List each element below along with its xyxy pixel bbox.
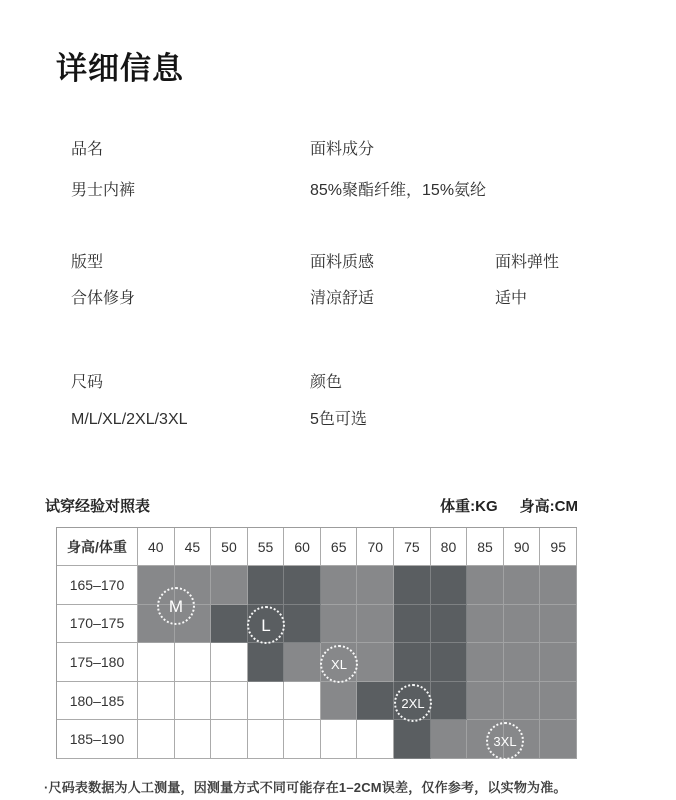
spec-label: 版型 bbox=[71, 254, 104, 271]
size-chart-cell bbox=[321, 682, 358, 721]
size-chart-cell bbox=[467, 682, 504, 721]
weight-column-header: 65 bbox=[321, 528, 358, 566]
size-marker-xl: XL bbox=[320, 645, 358, 683]
spec-fabric-elasticity bbox=[495, 254, 560, 307]
height-row-header: 175–180 bbox=[57, 643, 138, 682]
size-marker-m: M bbox=[157, 587, 195, 625]
size-chart-cell bbox=[394, 605, 431, 644]
size-chart-cell bbox=[357, 566, 394, 605]
spec-value: 适中 bbox=[495, 290, 528, 307]
size-chart-cell bbox=[431, 566, 468, 605]
height-row-header: 165–170 bbox=[57, 566, 138, 605]
size-chart-cell bbox=[284, 720, 321, 759]
size-chart-cell bbox=[540, 643, 577, 682]
spec-value: 清凉舒适 bbox=[310, 290, 375, 307]
size-chart-cell bbox=[394, 720, 431, 759]
spec-value: 男士内裤 bbox=[71, 182, 136, 199]
spec-fabric-composition bbox=[310, 141, 487, 199]
size-chart-cell bbox=[504, 566, 541, 605]
size-chart-cell bbox=[284, 605, 321, 644]
spec-value: 85%聚酯纤维，15%氨纶 bbox=[310, 182, 487, 199]
weight-column-header: 75 bbox=[394, 528, 431, 566]
weight-unit-label: 体重:KG bbox=[440, 498, 498, 515]
size-chart-cell bbox=[321, 720, 358, 759]
table-corner-header: 身高/体重 bbox=[57, 528, 138, 566]
size-chart-title: 试穿经验对照表 bbox=[45, 498, 151, 515]
size-chart-cell bbox=[211, 643, 248, 682]
size-chart-cell bbox=[357, 720, 394, 759]
size-marker-2xl: 2XL bbox=[394, 684, 432, 722]
spec-color-options bbox=[310, 374, 367, 428]
page-title: 详细信息 bbox=[56, 51, 184, 86]
weight-column-header: 40 bbox=[138, 528, 175, 566]
size-chart-cell bbox=[211, 566, 248, 605]
size-chart-cell bbox=[394, 566, 431, 605]
size-chart-cell bbox=[431, 682, 468, 721]
spec-value: 5色可选 bbox=[310, 411, 367, 428]
height-row-header: 170–175 bbox=[57, 605, 138, 644]
size-chart-cell bbox=[540, 605, 577, 644]
size-chart-cell bbox=[431, 605, 468, 644]
size-chart-cell bbox=[467, 605, 504, 644]
height-row-header: 180–185 bbox=[57, 682, 138, 721]
size-chart-cell bbox=[175, 682, 212, 721]
size-chart-cell bbox=[284, 682, 321, 721]
weight-column-header: 55 bbox=[248, 528, 285, 566]
size-chart-cell bbox=[248, 643, 285, 682]
size-chart-cell bbox=[431, 643, 468, 682]
size-chart-cell bbox=[431, 720, 468, 759]
size-chart-cell bbox=[175, 643, 212, 682]
size-chart-cell bbox=[248, 720, 285, 759]
height-unit-label: 身高:CM bbox=[519, 498, 578, 515]
weight-column-header: 45 bbox=[175, 528, 212, 566]
height-row-header: 185–190 bbox=[57, 720, 138, 759]
weight-column-header: 80 bbox=[431, 528, 468, 566]
size-chart-cell bbox=[540, 720, 577, 759]
size-chart-cell bbox=[211, 605, 248, 644]
weight-column-header: 50 bbox=[211, 528, 248, 566]
spec-value: 合体修身 bbox=[71, 290, 136, 307]
size-chart-cell bbox=[248, 566, 285, 605]
size-chart-cell bbox=[540, 566, 577, 605]
weight-column-header: 90 bbox=[504, 528, 541, 566]
size-chart-cell bbox=[504, 682, 541, 721]
size-marker-l: L bbox=[247, 606, 285, 644]
size-chart-cell bbox=[357, 605, 394, 644]
size-table bbox=[56, 527, 577, 759]
size-chart-cell bbox=[211, 720, 248, 759]
size-chart-cell bbox=[504, 643, 541, 682]
size-chart-disclaimer: ·尺码表数据为人工测量，因测量方式不同可能存在1–2CM误差，仅作参考，以实物为准。 bbox=[44, 780, 567, 795]
size-chart-units bbox=[440, 495, 578, 516]
size-chart-cell bbox=[467, 566, 504, 605]
spec-label: 品名 bbox=[71, 141, 104, 158]
weight-column-header: 95 bbox=[540, 528, 577, 566]
spec-label: 尺码 bbox=[71, 374, 104, 391]
size-chart-cell bbox=[138, 720, 175, 759]
spec-label: 面料弹性 bbox=[495, 254, 560, 271]
size-chart-cell bbox=[284, 566, 321, 605]
spec-size-range bbox=[71, 374, 188, 428]
spec-label: 面料成分 bbox=[310, 141, 375, 158]
spec-label: 面料质感 bbox=[310, 254, 375, 271]
spec-value: M/L/XL/2XL/3XL bbox=[71, 411, 188, 428]
size-chart-cell bbox=[357, 682, 394, 721]
size-chart-cell bbox=[394, 643, 431, 682]
size-chart-cell bbox=[248, 682, 285, 721]
spec-product-name bbox=[71, 141, 136, 199]
size-chart-cell bbox=[211, 682, 248, 721]
size-chart-cell bbox=[138, 682, 175, 721]
spec-label: 颜色 bbox=[310, 374, 343, 391]
size-chart-cell bbox=[357, 643, 394, 682]
size-chart-cell bbox=[175, 720, 212, 759]
size-chart-cell bbox=[284, 643, 321, 682]
size-chart-cell bbox=[321, 566, 358, 605]
size-chart-cell bbox=[504, 605, 541, 644]
size-chart-cell bbox=[138, 643, 175, 682]
weight-column-header: 70 bbox=[357, 528, 394, 566]
size-marker-3xl: 3XL bbox=[486, 722, 524, 760]
spec-fabric-texture bbox=[310, 254, 375, 307]
size-chart-cell bbox=[467, 643, 504, 682]
size-chart-cell bbox=[321, 605, 358, 644]
spec-fit-type bbox=[71, 254, 136, 307]
weight-column-header: 60 bbox=[284, 528, 321, 566]
weight-column-header: 85 bbox=[467, 528, 504, 566]
size-chart-cell bbox=[540, 682, 577, 721]
